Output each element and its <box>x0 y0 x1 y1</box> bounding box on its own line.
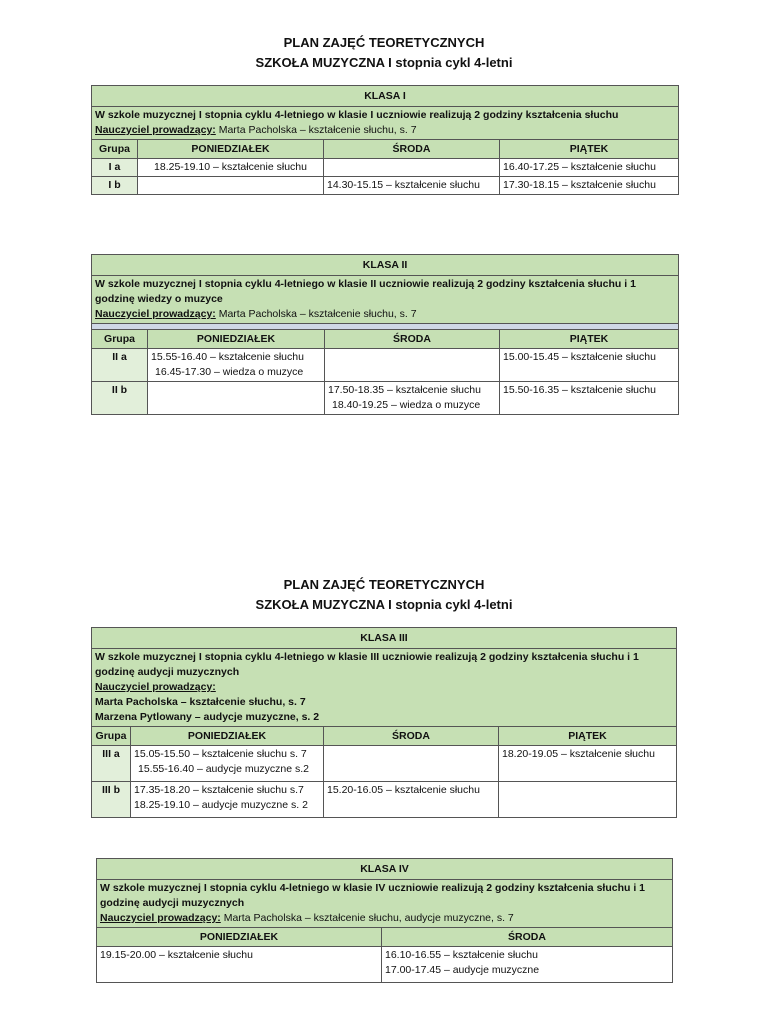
table-row <box>92 177 679 195</box>
monday-cell <box>131 782 324 818</box>
table-row <box>97 947 673 983</box>
klasa-2-table <box>91 254 679 415</box>
monday-cell: 19.15-20.00 – kształcenie słuchu <box>97 947 382 983</box>
col-header-monday: PONIEDZIAŁEK <box>148 330 325 349</box>
teacher-label: Nauczyciel prowadzący: <box>100 912 221 924</box>
wednesday-cell: 15.20-16.05 – kształcenie słuchu <box>324 782 499 818</box>
friday-cell: 17.30-18.15 – kształcenie słuchu <box>500 177 679 195</box>
info-text: W szkole muzycznej I stopnia cyklu 4-letniego w klasie IV uczniowie realizują 2 godziny kształcenia słuchu i 1 godzinę audycji muzycznych <box>100 882 645 909</box>
klasa-header: KLASA II <box>92 255 679 276</box>
entry: 15.55-16.40 – audycje muzyczne s.2 <box>138 763 310 775</box>
group-cell: II b <box>92 382 148 415</box>
table-row <box>92 159 679 177</box>
friday-cell: 16.40-17.25 – kształcenie słuchu <box>500 159 679 177</box>
teacher-label: Nauczyciel prowadzący: <box>95 124 216 136</box>
entry: 18.40-19.25 – wiedza o muzyce <box>332 399 481 411</box>
teacher-name: Marta Pacholska – kształcenie słuchu, audycje muzyczne, s. 7 <box>223 912 514 924</box>
monday-cell <box>138 177 324 195</box>
klasa-3-table <box>91 627 677 818</box>
col-header-wednesday: ŚRODA <box>324 727 499 746</box>
wednesday-cell <box>325 382 500 415</box>
group-cell: II a <box>92 349 148 382</box>
entry: 15.05-15.50 – kształcenie słuchu s. 7 <box>134 748 307 760</box>
entry: 15.55-16.40 – kształcenie słuchu <box>151 351 304 363</box>
teacher-line <box>100 911 669 926</box>
monday-cell: 18.25-19.10 – kształcenie słuchu <box>138 159 324 177</box>
friday-cell: 18.20-19.05 – kształcenie słuchu <box>499 746 677 782</box>
col-header-wednesday: ŚRODA <box>382 928 673 947</box>
group-cell: I a <box>92 159 138 177</box>
table-row <box>92 382 679 415</box>
klasa-header: KLASA IV <box>97 859 673 880</box>
info-text: W szkole muzycznej I stopnia cyklu 4-letniego w klasie II uczniowie realizują 2 godziny kształcenia słuchu i 1 godzinę wiedzy o muzyce <box>95 278 636 305</box>
info-text: W szkole muzycznej I stopnia cyklu 4-letniego w klasie III uczniowie realizują 2 godziny kształcenia słuchu i 1 godzinę audycji muzycznych <box>95 651 639 678</box>
wednesday-cell: 14.30-15.15 – kształcenie słuchu <box>324 177 500 195</box>
col-header-wednesday: ŚRODA <box>325 330 500 349</box>
page-title: PLAN ZAJĘĆ TEORETYCZNYCH <box>283 577 485 592</box>
klasa-header: KLASA I <box>92 86 679 107</box>
entry: 17.00-17.45 – audycje muzyczne <box>385 964 540 976</box>
class-info <box>92 649 677 727</box>
entry: 18.25-19.10 – audycje muzyczne s. 2 <box>134 799 308 811</box>
teacher-name: Marzena Pytlowany – audycje muzyczne, s. 2 <box>95 711 320 723</box>
group-cell: I b <box>92 177 138 195</box>
class-info <box>97 880 673 928</box>
friday-cell <box>499 782 677 818</box>
klasa-4-table <box>96 858 673 983</box>
entry: 16.10-16.55 – kształcenie słuchu <box>385 949 538 961</box>
page-subtitle: SZKOŁA MUZYCZNA I stopnia cykl 4-letni <box>255 55 513 70</box>
monday-cell <box>148 349 325 382</box>
entry: 17.35-18.20 – kształcenie słuchu s.7 <box>134 784 304 796</box>
col-header-group: Grupa <box>92 140 138 159</box>
teacher-label: Nauczyciel prowadzący: <box>95 681 216 693</box>
col-header-monday: PONIEDZIAŁEK <box>97 928 382 947</box>
monday-cell <box>148 382 325 415</box>
teacher-name: Marta Pacholska – kształcenie słuchu, s. 7 <box>218 124 417 136</box>
monday-cell <box>131 746 324 782</box>
info-text: W szkole muzycznej I stopnia cyklu 4-letniego w klasie I uczniowie realizują 2 godziny kształcenia słuchu <box>95 109 619 121</box>
group-cell: III b <box>92 782 131 818</box>
class-info <box>92 107 679 140</box>
col-header-group: Grupa <box>92 330 148 349</box>
col-header-group: Grupa <box>92 727 131 746</box>
entry: 16.45-17.30 – wiedza o muzyce <box>155 366 304 378</box>
table-row <box>92 782 677 818</box>
friday-cell: 15.50-16.35 – kształcenie słuchu <box>500 382 679 415</box>
teacher-line <box>95 307 675 322</box>
teacher-label: Nauczyciel prowadzący: <box>95 308 216 320</box>
col-header-wednesday: ŚRODA <box>324 140 500 159</box>
col-header-friday: PIĄTEK <box>500 140 679 159</box>
teacher-line <box>95 123 675 138</box>
group-cell: III a <box>92 746 131 782</box>
teacher-name: Marta Pacholska – kształcenie słuchu, s. 7 <box>95 696 306 708</box>
klasa-header: KLASA III <box>92 628 677 649</box>
wednesday-cell <box>325 349 500 382</box>
col-header-friday: PIĄTEK <box>499 727 677 746</box>
page-title: PLAN ZAJĘĆ TEORETYCZNYCH <box>283 35 485 50</box>
table-row <box>92 746 677 782</box>
page-subtitle: SZKOŁA MUZYCZNA I stopnia cykl 4-letni <box>255 597 513 612</box>
col-header-monday: PONIEDZIAŁEK <box>131 727 324 746</box>
class-info <box>92 276 679 324</box>
wednesday-cell <box>382 947 673 983</box>
col-header-monday: PONIEDZIAŁEK <box>138 140 324 159</box>
table-row <box>92 349 679 382</box>
wednesday-cell <box>324 159 500 177</box>
entry: 17.50-18.35 – kształcenie słuchu <box>328 384 481 396</box>
teacher-name: Marta Pacholska – kształcenie słuchu, s. 7 <box>218 308 417 320</box>
col-header-friday: PIĄTEK <box>500 330 679 349</box>
klasa-1-table <box>91 85 679 195</box>
friday-cell: 15.00-15.45 – kształcenie słuchu <box>500 349 679 382</box>
wednesday-cell <box>324 746 499 782</box>
